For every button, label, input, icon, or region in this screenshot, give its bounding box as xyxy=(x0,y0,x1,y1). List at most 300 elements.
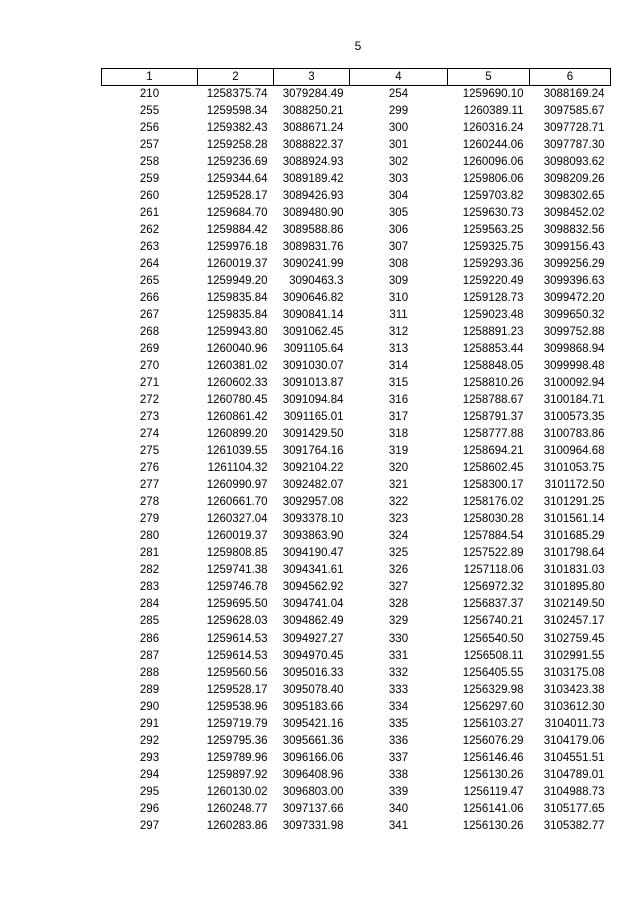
y-coordinate-cell: 3098209.26 xyxy=(543,173,605,186)
point-number-cell: 329 xyxy=(388,615,409,628)
y-coordinate-cell: 3101561.14 xyxy=(543,513,605,526)
point-number-cell: 273 xyxy=(139,411,160,424)
point-number-cell: 304 xyxy=(388,190,409,203)
point-number-cell: 276 xyxy=(139,462,160,475)
point-number-cell: 282 xyxy=(139,564,160,577)
point-number-cell: 266 xyxy=(139,292,160,305)
y-coordinate-cell: 3099650.32 xyxy=(543,309,605,322)
x-coordinate-cell: 1260990.97 xyxy=(206,479,268,492)
y-coordinate-cell: 3091062.45 xyxy=(282,326,344,339)
y-coordinate-cell: 3088250.21 xyxy=(282,105,344,118)
y-coordinate-cell: 3101291.25 xyxy=(543,496,605,509)
point-number-cell: 294 xyxy=(139,768,160,781)
x-coordinate-cell: 1259795.36 xyxy=(206,734,268,747)
column-header: 5 xyxy=(448,69,530,86)
y-coordinate-cell: 3100573.35 xyxy=(543,411,605,424)
y-coordinate-cell: 3096803.00 xyxy=(282,785,344,798)
x-coordinate-cell: 1259806.06 xyxy=(462,173,524,186)
table-row xyxy=(102,426,611,443)
y-coordinate-cell: 3097331.98 xyxy=(282,819,344,832)
x-coordinate-cell: 1256508.11 xyxy=(463,649,524,662)
x-coordinate-cell: 1259976.18 xyxy=(206,241,268,254)
y-coordinate-cell: 3093863.90 xyxy=(282,530,344,543)
point-number-cell: 275 xyxy=(139,445,160,458)
y-coordinate-cell: 3104988.73 xyxy=(543,785,605,798)
y-coordinate-cell: 3103423.38 xyxy=(543,683,605,696)
x-coordinate-cell: 1260019.37 xyxy=(206,258,268,271)
x-coordinate-cell: 1260130.02 xyxy=(206,785,268,798)
point-number-cell: 327 xyxy=(388,581,409,594)
x-coordinate-cell: 1259528.17 xyxy=(206,683,268,696)
point-number-cell: 300 xyxy=(388,122,409,135)
point-number-cell: 338 xyxy=(388,768,409,781)
y-coordinate-cell: 3092104.22 xyxy=(282,462,344,475)
point-number-cell: 210 xyxy=(139,88,160,100)
x-coordinate-cell: 1259563.25 xyxy=(462,224,524,237)
x-coordinate-cell: 1258300.17 xyxy=(462,479,524,492)
y-coordinate-cell: 3091094.84 xyxy=(282,394,344,407)
y-coordinate-cell: 3094190.47 xyxy=(282,547,344,560)
y-coordinate-cell: 3098452.02 xyxy=(543,207,605,220)
table-row xyxy=(102,120,611,137)
x-coordinate-cell: 1259741.38 xyxy=(206,564,268,577)
y-coordinate-cell: 3095016.33 xyxy=(282,666,344,679)
x-coordinate-cell: 1256130.26 xyxy=(462,768,524,781)
table-row xyxy=(102,443,611,460)
x-coordinate-cell: 1259325.75 xyxy=(462,241,524,254)
point-number-cell: 295 xyxy=(139,785,160,798)
x-coordinate-cell: 1259703.82 xyxy=(462,190,524,203)
y-coordinate-cell: 3100964.68 xyxy=(543,445,605,458)
x-coordinate-cell: 1256540.50 xyxy=(462,632,524,645)
point-number-cell: 321 xyxy=(388,479,409,492)
table-row xyxy=(102,341,611,358)
point-number-cell: 285 xyxy=(139,615,160,628)
x-coordinate-cell: 1260327.04 xyxy=(206,513,268,526)
point-number-cell: 287 xyxy=(139,649,160,662)
x-coordinate-cell: 1258891.23 xyxy=(462,326,524,339)
point-number-cell: 310 xyxy=(388,292,409,305)
y-coordinate-cell: 3100184.71 xyxy=(543,394,605,407)
point-number-cell: 323 xyxy=(388,513,409,526)
table-row xyxy=(102,273,611,290)
x-coordinate-cell: 1256141.06 xyxy=(462,802,524,815)
x-coordinate-cell: 1259835.84 xyxy=(206,309,268,322)
y-coordinate-cell: 3094927.27 xyxy=(282,632,344,645)
x-coordinate-cell: 1259382.43 xyxy=(206,122,268,135)
table-row xyxy=(102,137,611,154)
table-row xyxy=(102,409,611,426)
x-coordinate-cell: 1257884.54 xyxy=(462,530,524,543)
y-coordinate-cell: 3094970.45 xyxy=(282,649,344,662)
x-coordinate-cell: 1259293.36 xyxy=(462,258,524,271)
y-coordinate-cell: 3099998.48 xyxy=(543,360,605,373)
point-number-cell: 308 xyxy=(388,258,409,271)
y-coordinate-cell: 3092482.07 xyxy=(282,479,344,492)
x-coordinate-cell: 1260244.06 xyxy=(462,139,524,152)
y-coordinate-cell: 3094562.92 xyxy=(282,581,344,594)
x-coordinate-cell: 1259344.64 xyxy=(206,173,268,186)
point-number-cell: 309 xyxy=(388,275,409,288)
x-coordinate-cell: 1259614.53 xyxy=(206,632,268,645)
x-coordinate-cell: 1256405.55 xyxy=(462,666,524,679)
x-coordinate-cell: 1258602.45 xyxy=(462,462,524,475)
y-coordinate-cell: 3101798.64 xyxy=(543,547,605,560)
x-coordinate-cell: 1259690.10 xyxy=(462,88,524,100)
x-coordinate-cell: 1259538.96 xyxy=(206,700,268,713)
point-number-cell: 255 xyxy=(139,105,160,118)
x-coordinate-cell: 1259949.20 xyxy=(206,275,268,288)
y-coordinate-cell: 3088169.24 xyxy=(543,88,605,100)
x-coordinate-cell: 1258788.67 xyxy=(462,394,524,407)
y-coordinate-cell: 3101895.80 xyxy=(543,581,605,594)
y-coordinate-cell: 3101053.75 xyxy=(543,462,605,475)
x-coordinate-cell: 1257522.89 xyxy=(462,547,524,560)
y-coordinate-cell: 3102759.45 xyxy=(543,632,605,645)
table-row xyxy=(102,562,611,579)
point-number-cell: 317 xyxy=(388,411,409,424)
x-coordinate-cell: 1260381.02 xyxy=(206,360,268,373)
x-coordinate-cell: 1259598.34 xyxy=(206,105,268,118)
x-coordinate-cell: 1256740.21 xyxy=(462,615,524,628)
y-coordinate-cell: 3103175.08 xyxy=(543,666,605,679)
point-number-cell: 267 xyxy=(139,309,160,322)
y-coordinate-cell: 3097787.30 xyxy=(543,139,605,152)
table-row xyxy=(102,579,611,596)
x-coordinate-cell: 1259220.49 xyxy=(462,275,524,288)
point-number-cell: 322 xyxy=(388,496,409,509)
y-coordinate-cell: 3091429.50 xyxy=(282,428,344,441)
table-row xyxy=(102,205,611,222)
point-number-cell: 264 xyxy=(139,258,160,271)
table-row xyxy=(102,784,611,801)
point-number-cell: 302 xyxy=(388,156,409,169)
point-number-cell: 260 xyxy=(139,190,160,203)
table-row xyxy=(102,818,611,835)
point-number-cell: 341 xyxy=(388,819,409,832)
y-coordinate-cell: 3099472.20 xyxy=(543,292,605,305)
x-coordinate-cell: 1258375.74 xyxy=(206,88,268,100)
point-number-cell: 333 xyxy=(388,683,409,696)
x-coordinate-cell: 1258853.44 xyxy=(462,343,524,356)
point-number-cell: 339 xyxy=(388,785,409,798)
point-number-cell: 331 xyxy=(388,649,409,662)
point-number-cell: 258 xyxy=(139,156,160,169)
point-number-cell: 268 xyxy=(139,326,160,339)
y-coordinate-cell: 3089480.90 xyxy=(282,207,344,220)
y-coordinate-cell: 3095661.36 xyxy=(282,734,344,747)
x-coordinate-cell: 1259236.69 xyxy=(206,156,268,169)
table-row xyxy=(102,477,611,494)
x-coordinate-cell: 1259884.42 xyxy=(206,224,268,237)
x-coordinate-cell: 1259943.80 xyxy=(206,326,268,339)
x-coordinate-cell: 1259528.17 xyxy=(206,190,268,203)
x-coordinate-cell: 1259789.96 xyxy=(206,751,268,764)
point-number-cell: 335 xyxy=(388,717,409,730)
y-coordinate-cell: 3090646.82 xyxy=(282,292,344,305)
table-row xyxy=(102,375,611,392)
x-coordinate-cell: 1259746.78 xyxy=(206,581,268,594)
y-coordinate-cell: 3092957.08 xyxy=(282,496,344,509)
y-coordinate-cell: 3091013.87 xyxy=(282,377,344,390)
y-coordinate-cell: 3105177.65 xyxy=(543,802,605,815)
y-coordinate-cell: 3105382.77 xyxy=(543,819,605,832)
y-coordinate-cell: 3088822.37 xyxy=(282,139,344,152)
point-number-cell: 290 xyxy=(139,700,160,713)
point-number-cell: 315 xyxy=(388,377,409,390)
y-coordinate-cell: 3101685.29 xyxy=(543,530,605,543)
y-coordinate-cell: 3097585.67 xyxy=(543,105,605,118)
x-coordinate-cell: 1259628.03 xyxy=(206,615,268,628)
x-coordinate-cell: 1261039.55 xyxy=(206,445,268,458)
coordinates-table xyxy=(101,68,611,835)
y-coordinate-cell: 3097728.71 xyxy=(543,122,605,135)
table-row xyxy=(102,392,611,409)
point-number-cell: 292 xyxy=(139,734,160,747)
point-number-cell: 316 xyxy=(388,394,409,407)
point-number-cell: 312 xyxy=(388,326,409,339)
table-row xyxy=(102,631,611,648)
table-row xyxy=(102,256,611,273)
y-coordinate-cell: 3101172.50 xyxy=(544,479,605,492)
y-coordinate-cell: 3099396.63 xyxy=(543,275,605,288)
point-number-cell: 336 xyxy=(388,734,409,747)
y-coordinate-cell: 3098302.65 xyxy=(543,190,605,203)
x-coordinate-cell: 1260040.96 xyxy=(206,343,268,356)
x-coordinate-cell: 1256146.46 xyxy=(462,751,524,764)
point-number-cell: 272 xyxy=(139,394,160,407)
point-number-cell: 305 xyxy=(388,207,409,220)
table-row xyxy=(102,154,611,171)
column-header: 2 xyxy=(198,69,274,86)
point-number-cell: 284 xyxy=(139,598,160,611)
column-header: 4 xyxy=(350,69,448,86)
y-coordinate-cell: 3099752.88 xyxy=(543,326,605,339)
point-number-cell: 265 xyxy=(139,275,160,288)
x-coordinate-cell: 1260899.20 xyxy=(206,428,268,441)
table-row xyxy=(102,188,611,205)
y-coordinate-cell: 3079284.49 xyxy=(282,88,344,100)
point-number-cell: 311 xyxy=(389,309,408,322)
point-number-cell: 313 xyxy=(388,343,409,356)
y-coordinate-cell: 3090841.14 xyxy=(282,309,344,322)
point-number-cell: 281 xyxy=(139,547,160,560)
y-coordinate-cell: 3100783.86 xyxy=(543,428,605,441)
point-number-cell: 263 xyxy=(139,241,160,254)
y-coordinate-cell: 3099156.43 xyxy=(543,241,605,254)
y-coordinate-cell: 3101831.03 xyxy=(543,564,605,577)
point-number-cell: 318 xyxy=(388,428,409,441)
table-header-row xyxy=(102,69,611,86)
x-coordinate-cell: 1259560.56 xyxy=(206,666,268,679)
x-coordinate-cell: 1258777.88 xyxy=(462,428,524,441)
x-coordinate-cell: 1259719.79 xyxy=(206,717,268,730)
point-number-cell: 296 xyxy=(139,802,160,815)
y-coordinate-cell: 3090241.99 xyxy=(282,258,344,271)
x-coordinate-cell: 1260661.70 xyxy=(206,496,268,509)
x-coordinate-cell: 1260316.24 xyxy=(462,122,524,135)
point-number-cell: 291 xyxy=(139,717,160,730)
point-number-cell: 271 xyxy=(139,377,160,390)
point-number-cell: 328 xyxy=(388,598,409,611)
y-coordinate-cell: 3097137.66 xyxy=(282,802,344,815)
y-coordinate-cell: 3099256.29 xyxy=(543,258,605,271)
y-coordinate-cell: 3091030.07 xyxy=(282,360,344,373)
x-coordinate-cell: 1259695.50 xyxy=(206,598,268,611)
point-number-cell: 307 xyxy=(388,241,409,254)
point-number-cell: 277 xyxy=(139,479,160,492)
table-row xyxy=(102,239,611,256)
x-coordinate-cell: 1256837.37 xyxy=(462,598,524,611)
table-row xyxy=(102,596,611,613)
point-number-cell: 278 xyxy=(139,496,160,509)
point-number-cell: 314 xyxy=(388,360,409,373)
y-coordinate-cell: 3089426.93 xyxy=(282,190,344,203)
y-coordinate-cell: 3100092.94 xyxy=(543,377,605,390)
point-number-cell: 254 xyxy=(388,88,409,100)
point-number-cell: 280 xyxy=(139,530,160,543)
x-coordinate-cell: 1256119.47 xyxy=(463,785,524,798)
point-number-cell: 297 xyxy=(139,819,160,832)
x-coordinate-cell: 1260019.37 xyxy=(206,530,268,543)
table-row xyxy=(102,613,611,630)
x-coordinate-cell: 1259258.28 xyxy=(206,139,268,152)
table-row xyxy=(102,324,611,341)
x-coordinate-cell: 1260780.45 xyxy=(206,394,268,407)
y-coordinate-cell: 3104011.73 xyxy=(544,717,605,730)
table-row xyxy=(102,682,611,699)
y-coordinate-cell: 3098832.56 xyxy=(543,224,605,237)
y-coordinate-cell: 3102457.17 xyxy=(543,615,605,628)
point-number-cell: 319 xyxy=(388,445,409,458)
y-coordinate-cell: 3088924.93 xyxy=(282,156,344,169)
y-coordinate-cell: 3089588.86 xyxy=(282,224,344,237)
table-row xyxy=(102,171,611,188)
point-number-cell: 340 xyxy=(388,802,409,815)
column-header: 6 xyxy=(530,69,611,86)
y-coordinate-cell: 3095183.66 xyxy=(282,700,344,713)
table-row xyxy=(102,307,611,324)
x-coordinate-cell: 1260248.77 xyxy=(206,802,268,815)
x-coordinate-cell: 1260861.42 xyxy=(206,411,268,424)
x-coordinate-cell: 1260389.11 xyxy=(463,105,524,118)
x-coordinate-cell: 1260096.06 xyxy=(462,156,524,169)
x-coordinate-cell: 1259023.48 xyxy=(462,309,524,322)
y-coordinate-cell: 3090463.3 xyxy=(289,275,344,288)
x-coordinate-cell: 1259808.85 xyxy=(206,547,268,560)
y-coordinate-cell: 3091764.16 xyxy=(282,445,344,458)
point-number-cell: 320 xyxy=(388,462,409,475)
column-header: 3 xyxy=(274,69,350,86)
point-number-cell: 301 xyxy=(388,139,409,152)
table-row xyxy=(102,222,611,239)
point-number-cell: 269 xyxy=(139,343,160,356)
table-row xyxy=(102,494,611,511)
x-coordinate-cell: 1258694.21 xyxy=(462,445,524,458)
y-coordinate-cell: 3094341.61 xyxy=(282,564,344,577)
y-coordinate-cell: 3096166.06 xyxy=(282,751,344,764)
y-coordinate-cell: 3091105.64 xyxy=(283,343,344,356)
x-coordinate-cell: 1257118.06 xyxy=(463,564,524,577)
point-number-cell: 283 xyxy=(139,581,160,594)
point-number-cell: 337 xyxy=(388,751,409,764)
point-number-cell: 306 xyxy=(388,224,409,237)
y-coordinate-cell: 3089831.76 xyxy=(282,241,344,254)
x-coordinate-cell: 1259614.53 xyxy=(206,649,268,662)
table-row xyxy=(102,699,611,716)
y-coordinate-cell: 3104551.51 xyxy=(543,751,605,764)
x-coordinate-cell: 1256297.60 xyxy=(462,700,524,713)
x-coordinate-cell: 1259835.84 xyxy=(206,292,268,305)
x-coordinate-cell: 1258848.05 xyxy=(462,360,524,373)
point-number-cell: 303 xyxy=(388,173,409,186)
y-coordinate-cell: 3095421.16 xyxy=(282,717,344,730)
point-number-cell: 279 xyxy=(139,513,160,526)
y-coordinate-cell: 3089189.42 xyxy=(282,173,344,186)
point-number-cell: 330 xyxy=(388,632,409,645)
table-row xyxy=(102,648,611,665)
point-number-cell: 324 xyxy=(388,530,409,543)
y-coordinate-cell: 3102149.50 xyxy=(543,598,605,611)
x-coordinate-cell: 1260602.33 xyxy=(206,377,268,390)
x-coordinate-cell: 1256329.98 xyxy=(462,683,524,696)
y-coordinate-cell: 3091165.01 xyxy=(283,411,344,424)
table-row xyxy=(102,801,611,818)
y-coordinate-cell: 3094741.04 xyxy=(282,598,344,611)
table-row xyxy=(102,733,611,750)
point-number-cell: 289 xyxy=(139,683,160,696)
point-number-cell: 293 xyxy=(139,751,160,764)
table-row xyxy=(102,290,611,307)
x-coordinate-cell: 1258791.37 xyxy=(462,411,524,424)
y-coordinate-cell: 3093378.10 xyxy=(282,513,344,526)
table-row xyxy=(102,767,611,784)
x-coordinate-cell: 1256076.29 xyxy=(462,734,524,747)
x-coordinate-cell: 1261104.32 xyxy=(207,462,268,475)
table-row xyxy=(102,511,611,528)
x-coordinate-cell: 1259630.73 xyxy=(462,207,524,220)
point-number-cell: 262 xyxy=(139,224,160,237)
point-number-cell: 274 xyxy=(139,428,160,441)
table-row xyxy=(102,716,611,733)
column-header: 1 xyxy=(102,69,198,86)
point-number-cell: 334 xyxy=(388,700,409,713)
y-coordinate-cell: 3088671.24 xyxy=(282,122,344,135)
x-coordinate-cell: 1258030.28 xyxy=(462,513,524,526)
x-coordinate-cell: 1259128.73 xyxy=(462,292,524,305)
table-row xyxy=(102,528,611,545)
point-number-cell: 286 xyxy=(139,632,160,645)
x-coordinate-cell: 1258176.02 xyxy=(462,496,524,509)
point-number-cell: 325 xyxy=(388,547,409,560)
x-coordinate-cell: 1258810.26 xyxy=(462,377,524,390)
y-coordinate-cell: 3094862.49 xyxy=(282,615,344,628)
point-number-cell: 332 xyxy=(388,666,409,679)
x-coordinate-cell: 1259897.92 xyxy=(206,768,268,781)
y-coordinate-cell: 3095078.40 xyxy=(282,683,344,696)
y-coordinate-cell: 3104789.01 xyxy=(543,768,605,781)
table-row xyxy=(102,545,611,562)
table-body xyxy=(102,86,611,835)
point-number-cell: 288 xyxy=(139,666,160,679)
x-coordinate-cell: 1256972.32 xyxy=(462,581,524,594)
x-coordinate-cell: 1256130.26 xyxy=(462,819,524,832)
table-row xyxy=(102,103,611,120)
point-number-cell: 326 xyxy=(388,564,409,577)
table-row xyxy=(102,750,611,767)
point-number-cell: 257 xyxy=(139,139,160,152)
table-row xyxy=(102,358,611,375)
